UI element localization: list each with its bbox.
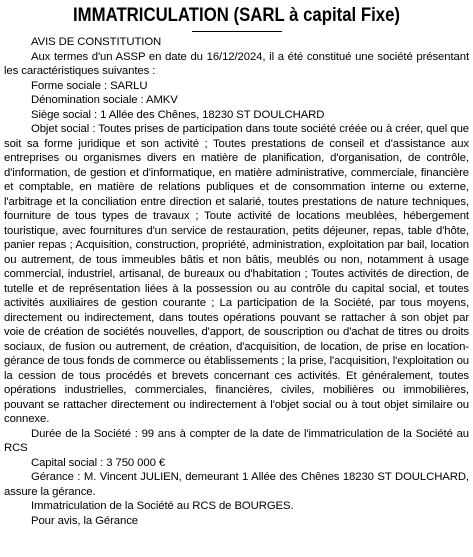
duree-societe: Durée de la Société : 99 ans à compter de la date de l'immatriculation de la Société au RCS (4, 427, 469, 454)
siege-social: Siège social : 1 Allée des Chênes, 18230 ST DOULCHARD (31, 108, 325, 121)
forme-sociale: Forme sociale : SARLU (31, 79, 148, 92)
title-divider (192, 31, 282, 32)
notice-body (4, 35, 469, 528)
notice-title: IMMATRICULATION (SARL à capital Fixe) (72, 4, 401, 26)
capital-social: Capital social : 3 750 000 € (31, 456, 166, 469)
notice-intro: Aux termes d'un ASSP en date du 16/12/2024, il a été constitué une société présentant les caractéristiques suivantes : (4, 50, 469, 77)
denomination-sociale: Dénomination sociale : AMKV (31, 94, 178, 106)
immatriculation-rcs: Immatriculation de la Société au RCS de BOURGES. (31, 500, 294, 512)
objet-social: Objet social : Toutes prises de participation dans toute société créée ou à créer, quel que soit sa forme juridique et son activité ; Toutes prestations de conseil et d'assistance aux entreprises ou organismes divers en matière de planification, d'organisation, de contrôle, d'information, de gestion et d'informatique, en matière administrative, commerciale, financière et comptable, en matière de relations publiques et de consommation interne ou externe, l'arbitrage et la conciliation entre direction et salarié, toutes prestations de nature techniques, fourniture de tous types de travaux ; Toute activité de locations meublées, hébergement touristique, avec fournitures d'un service de restauration, petits déjeuner, repas, table d'hôte, panier repas ; Acquisition, construction, propriété, administration, exploitation par bail, location ou autrement, de tous immeubles bâtis et non bâtis, meublés ou non, notamment à usage commercial, industriel, artisanal, de bureaux ou d'habitation ; Toutes activités de direction, de tutelle et de représentation liées à la possession ou au contrôle du capital social, et toutes activités auxiliaires de gestion courante ; La participation de la Société, par tous moyens, directement ou indirectement, dans toutes opérations pouvant se rattacher à son objet par voie de création de sociétés nouvelles, d'apport, de souscription ou d'achat de titres ou droits sociaux, de fusion ou autrement, de création, d'acquisition, de location, de prise en location-gérance de tous fonds de commerce ou établissements ; la prise, l'acquisition, l'exploitation ou la cession de tous procédés et brevets concernant ces activités. Et généralement, toutes opérations industrielles, commerciales, financières, civiles, mobilières ou immobilières, pouvant se rattacher directement ou indirectement à l'objet social ou à tout objet similaire ou connexe. (4, 123, 469, 425)
notice-heading: AVIS DE CONSTITUTION (31, 36, 162, 48)
gerance: Gérance : M. Vincent JULIEN, demeurant 1 Allée des Chênes 18230 ST DOULCHARD, assure la gérance. (4, 471, 469, 498)
signature-line: Pour avis, la Gérance (31, 514, 138, 527)
